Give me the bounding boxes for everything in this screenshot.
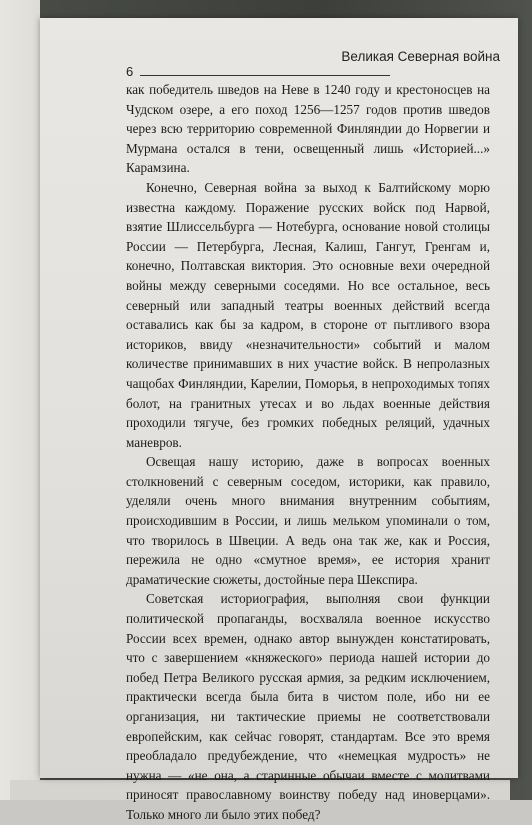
paragraph: Советская историография, выполняя свои функции политической пропаганды, восхваляла военное искусство России всех времен, однако автор вынужден констатировать, что с завершением «княжеского» периода нашей истории до побед Петра Великого русская армия, за редким исключением, практически всегда была бита в чистом поле, ибо ни ее организация, ни тактические приемы не соответствовали европейским, как сейчас говорят, стандартам. Все это время преобладало предубеждение, что «немецкая мудрость» не нужна — «не она, а старинные обычаи вместе с молитвами приносят православному воинству победу над иноверцами». Только много ли было этих побед?	[126, 591, 490, 822]
header-rule	[140, 75, 390, 76]
page-number: 6	[126, 64, 134, 79]
body-text	[126, 80, 490, 825]
running-title: Великая Северная война	[341, 49, 500, 64]
paragraph: Конечно, Северная война за выход к Балтийскому морю известна каждому. Поражение русских войск под Нарвой, взятие Шлиссельбурга — Нотебурга, основание новой столицы России — Петербурга, Лесная, Калиш, Гангут, Гренгам и, конечно, Полтавская виктория. Это основные вехи очередной войны между северными соседями. Но все остальное, весь северный или западный театры военных действий всегда оставались как бы за кадром, в стороне от пытливого взора историков, ввиду «незначительности» событий и малом количестве принимавших в них участие войск. В непролазных чащобах Финляндии, Карелии, Поморья, в непроходимых топях болот, на гранитных утесах и во льдах военные действия проходили тягуче, без громких победных реляций, удачных маневров.	[126, 179, 490, 450]
paragraph: Освещая нашу историю, даже в вопросах военных столкновений с северным соседом, историки, как правило, уделяли очень много внимания внутренним событиям, происходившим в России, и лишь мельком упоминали о том, что творилось в Швеции. А ведь она так же, как и Россия, пережила не одно «смутное время», ее история хранит драматические сюжеты, достойные пера Шекспира.	[126, 454, 490, 587]
adjacent-page-edge	[0, 0, 40, 800]
paragraph: как победитель шведов на Неве в 1240 году и крестоносцев на Чудском озере, а его поход 1256—1257 годов против шведов через всю территорию современной Финляндии до Норвегии и Мурмана остался в тени, освещенный лишь «Историей...» Карамзина.	[126, 82, 490, 176]
